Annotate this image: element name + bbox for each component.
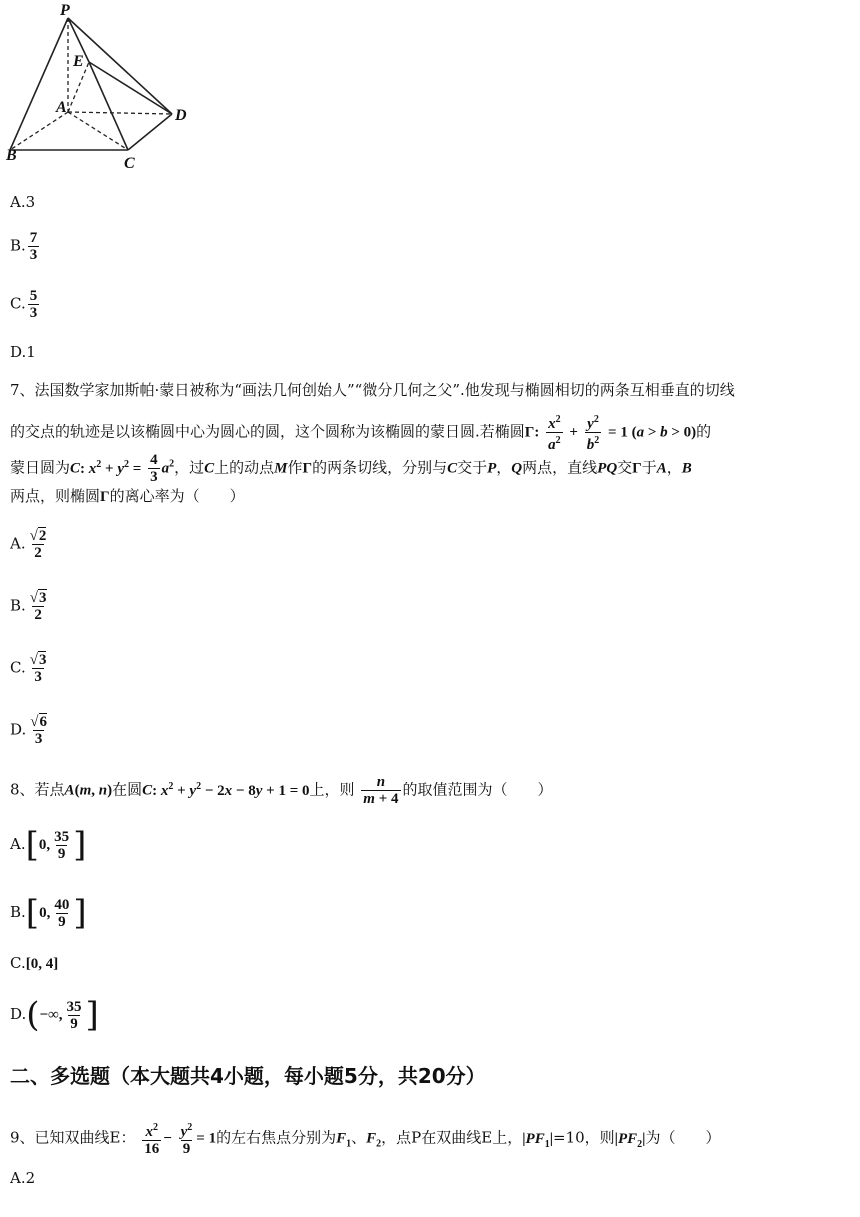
edge-pb: [10, 18, 68, 150]
fraction: $\frac{5}{3}$: [29, 288, 38, 321]
q7-stem-line1: 7、法国数学家加斯帕·蒙日被称为“画法几何创始人”“微分几何之父”.他发现与椭圆相切的两条互相垂直的切线: [10, 381, 735, 399]
q8-stem: 8、若点A(m, n)在圆C: $x^2 + y^2 - 2x - 8y + 1 = 0$上，则 $\frac{n}{m + 4}$ 的取值范围为（ ）: [10, 774, 553, 807]
q7-stem-line3: 蒙日圆为C: $x^2 + y^2$ = $\frac{4}{3}$ $a^2$，过C上的动点M作Γ的两条切线，分别与C交于P，Q两点，直线PQ交Γ于A，B: [10, 452, 692, 485]
label-d: D: [175, 107, 187, 124]
section-heading: 二、多选题（本大题共4小题，每小题5分，共20分）: [10, 1064, 486, 1088]
q8-option-c: C.[0, 4]: [10, 954, 59, 972]
q8-option-b: B.[0, $\frac{40}{9}$ ]: [10, 893, 87, 933]
edge-cd: [128, 114, 172, 150]
q7-option-d: D. $\frac{√6}{3}$: [10, 714, 47, 747]
label-e: E: [73, 53, 84, 70]
q8-option-d: D.(−∞, $\frac{35}{9}$ ]: [10, 995, 99, 1035]
label-a: A: [56, 99, 67, 116]
edge-ed: [89, 62, 172, 114]
q6-option-a: A.3: [10, 193, 36, 211]
q7-option-b: B. $\frac{√3}{2}$: [10, 590, 47, 623]
q6-option-b: B. $\frac{7}{3}$: [10, 230, 38, 263]
q7-stem-line4: 两点，则椭圆Γ的离心率为（ ）: [10, 487, 245, 505]
label-b: B: [6, 147, 17, 164]
q6-option-d: D.1: [10, 343, 36, 361]
q7-option-c: C. $\frac{√3}{3}$: [10, 652, 47, 685]
label-c: C: [124, 155, 135, 172]
pyramid-figure: [4, 0, 204, 175]
q7-stem-line2: 的交点的轨迹是以该椭圆中心为圆心的圆，这个圆称为该椭圆的蒙日圆.若椭圆Γ: $\frac{x^2}{a^2}$ + $\frac{y^2}{b^2}$ = 1 (a > b > 0)的: [10, 414, 712, 453]
q6-option-c: C. $\frac{5}{3}$: [10, 288, 38, 321]
edge-ad: [68, 112, 172, 114]
q8-option-a: A.[0, $\frac{35}{9}$ ]: [10, 825, 87, 865]
edge-ec: [89, 62, 128, 150]
q9-option-a: A.2: [10, 1169, 36, 1187]
q7-option-a: A. $\frac{√2}{2}$: [10, 528, 47, 561]
q9-stem: 9、已知双曲线E： $\frac{x^2}{16}$ − $\frac{y^2}{9}$ = 1的左右焦点分别为$F_1$、$F_2$，点P在双曲线E上，$|PF_1|=10$，则$|PF_2|$为（ ）: [10, 1122, 721, 1157]
fraction: $\frac{7}{3}$: [29, 230, 38, 263]
label-p: P: [60, 2, 70, 19]
